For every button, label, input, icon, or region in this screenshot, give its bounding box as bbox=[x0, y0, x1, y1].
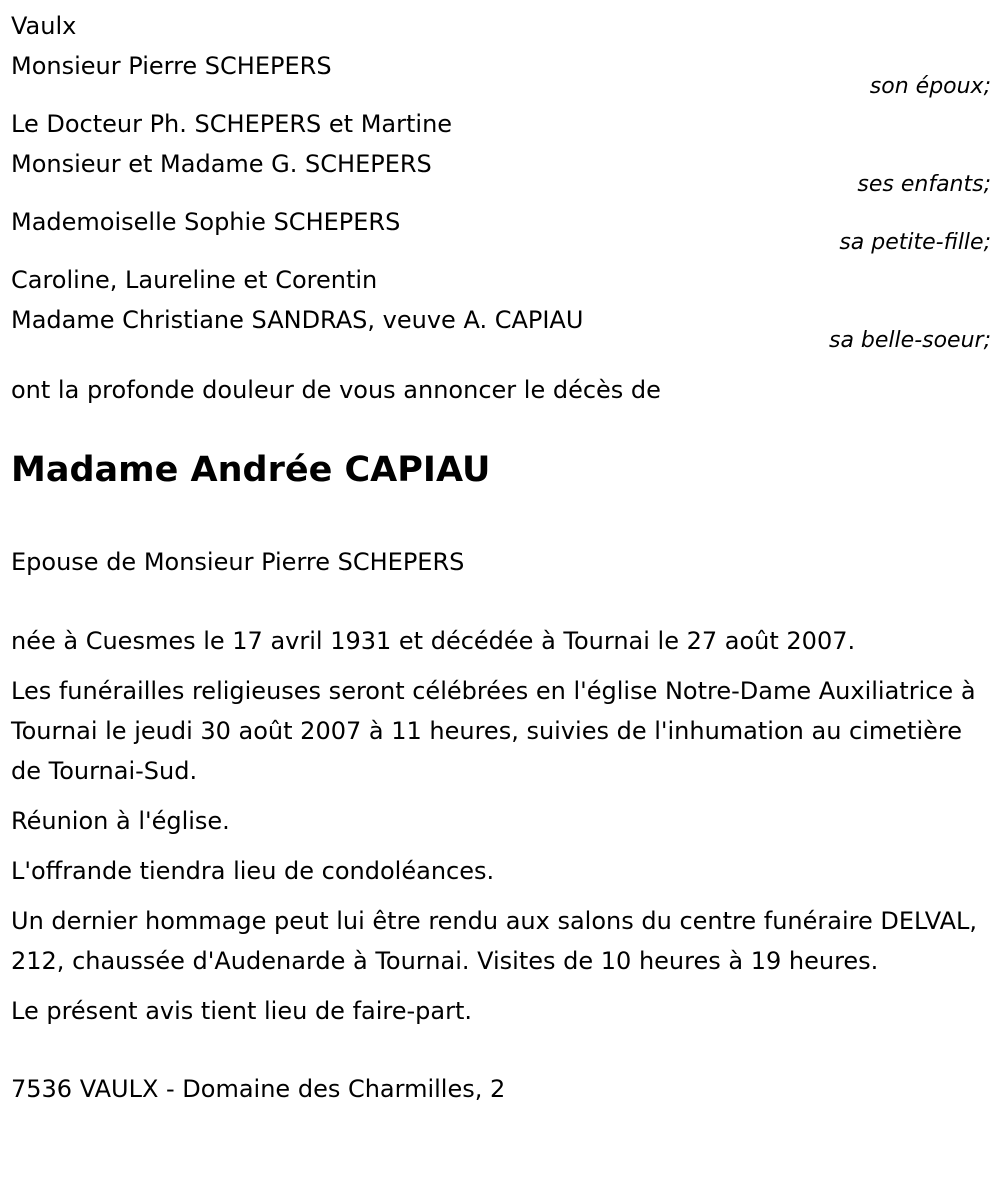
family-name-line: Le Docteur Ph. SCHEPERS et Martine bbox=[11, 110, 453, 138]
family-name-line: Monsieur Pierre SCHEPERS bbox=[11, 52, 332, 80]
family-name-line: Madame Christiane SANDRAS, veuve A. CAPIAU bbox=[11, 306, 584, 334]
announcement-text: ont la profonde douleur de vous annoncer le décès de bbox=[11, 376, 661, 404]
relation-label: sa petite-fille; bbox=[839, 230, 991, 255]
offering-paragraph: L'offrande tiendra lieu de condoléances. bbox=[11, 857, 495, 885]
meeting-paragraph: Réunion à l'église. bbox=[11, 807, 230, 835]
relation-label: son époux; bbox=[869, 74, 991, 99]
funeral-paragraph: Les funérailles religieuses seront célébrées en l'église Notre-Dame Auxiliatrice à Tournai le jeudi 30 août 2007 à 11 heures, suivies de l'inhumation au cimetière de Tournai-Sud. bbox=[11, 677, 976, 785]
family-name-line: Monsieur et Madame G. SCHEPERS bbox=[11, 150, 432, 178]
family-name-line: Vaulx bbox=[11, 12, 77, 40]
family-group-sister-in-law bbox=[11, 260, 991, 354]
birth-death-line: née à Cuesmes le 17 avril 1931 et décédée à Tournai le 27 août 2007. bbox=[11, 627, 856, 655]
family-address: 7536 VAULX - Domaine des Charmilles, 2 bbox=[11, 1075, 506, 1103]
tribute-paragraph: Un dernier hommage peut lui être rendu aux salons du centre funéraire DELVAL, 212, chaussée d'Audenarde à Tournai. Visites de 10 heures à 19 heures. bbox=[11, 907, 978, 975]
family-name-line: Mademoiselle Sophie SCHEPERS bbox=[11, 208, 401, 236]
family-group-children bbox=[11, 104, 991, 198]
deceased-name: Madame Andrée CAPIAU bbox=[11, 450, 491, 490]
family-name-line: Caroline, Laureline et Corentin bbox=[11, 266, 378, 294]
obituary-notice bbox=[11, 0, 991, 1109]
relation-label: ses enfants; bbox=[857, 172, 991, 197]
family-group-granddaughter bbox=[11, 202, 991, 256]
family-group-spouse bbox=[11, 6, 991, 100]
relation-label: sa belle-soeur; bbox=[829, 328, 991, 353]
spouse-line: Epouse de Monsieur Pierre SCHEPERS bbox=[11, 548, 465, 576]
notice-paragraph: Le présent avis tient lieu de faire-part. bbox=[11, 997, 473, 1025]
